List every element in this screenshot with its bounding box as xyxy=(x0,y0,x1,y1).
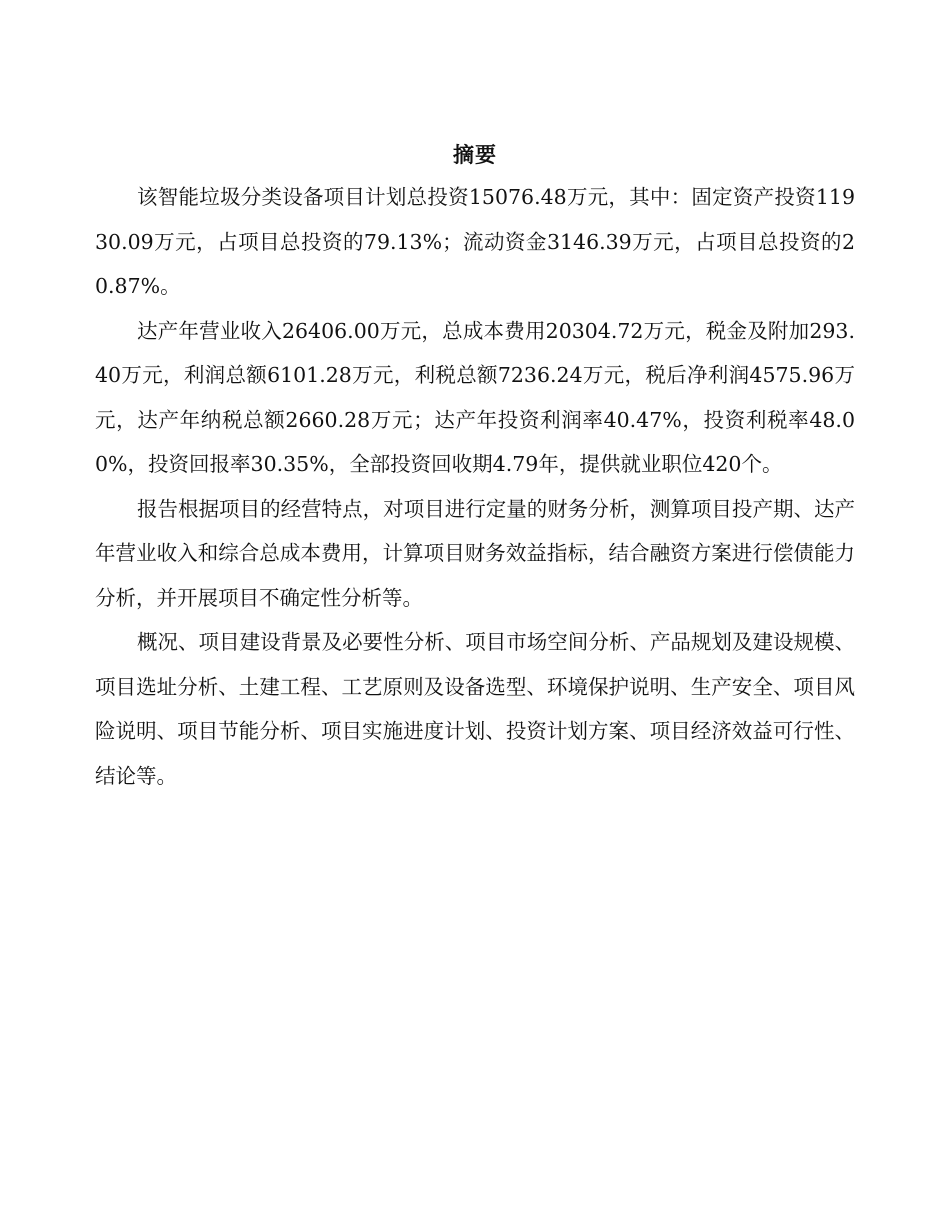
paragraph-analysis: 报告根据项目的经营特点，对项目进行定量的财务分析，测算项目投产期、达产年营业收入和综合总成本费用，计算项目财务效益指标，结合融资方案进行偿债能力分析，并开展项目不确定性分析等。 xyxy=(95,496,855,610)
paragraph-investment: 该智能垃圾分类设备项目计划总投资15076.48万元，其中：固定资产投资11930.09万元，占项目总投资的79.13%；流动资金3146.39万元，占项目总投资的20.87%。 xyxy=(95,185,855,298)
page-title: 摘要 xyxy=(453,143,497,167)
paragraph-contents: 概况、项目建设背景及必要性分析、项目市场空间分析、产品规划及建设规模、项目选址分析、土建工程、工艺原则及设备选型、环境保护说明、生产安全、项目风险说明、项目节能分析、项目实施进度计划、投资计划方案、项目经济效益可行性、结论等。 xyxy=(95,630,855,788)
paragraph-financials: 达产年营业收入26406.00万元，总成本费用20304.72万元，税金及附加293.40万元，利润总额6101.28万元，利税总额7236.24万元，税后净利润4575.96万元，达产年纳税总额2660.28万元；达产年投资利润率40.47%，投资利税率48.00%，投资回报率30.35%，全部投资回收期4.79年，提供就业职位420个。 xyxy=(95,318,855,476)
